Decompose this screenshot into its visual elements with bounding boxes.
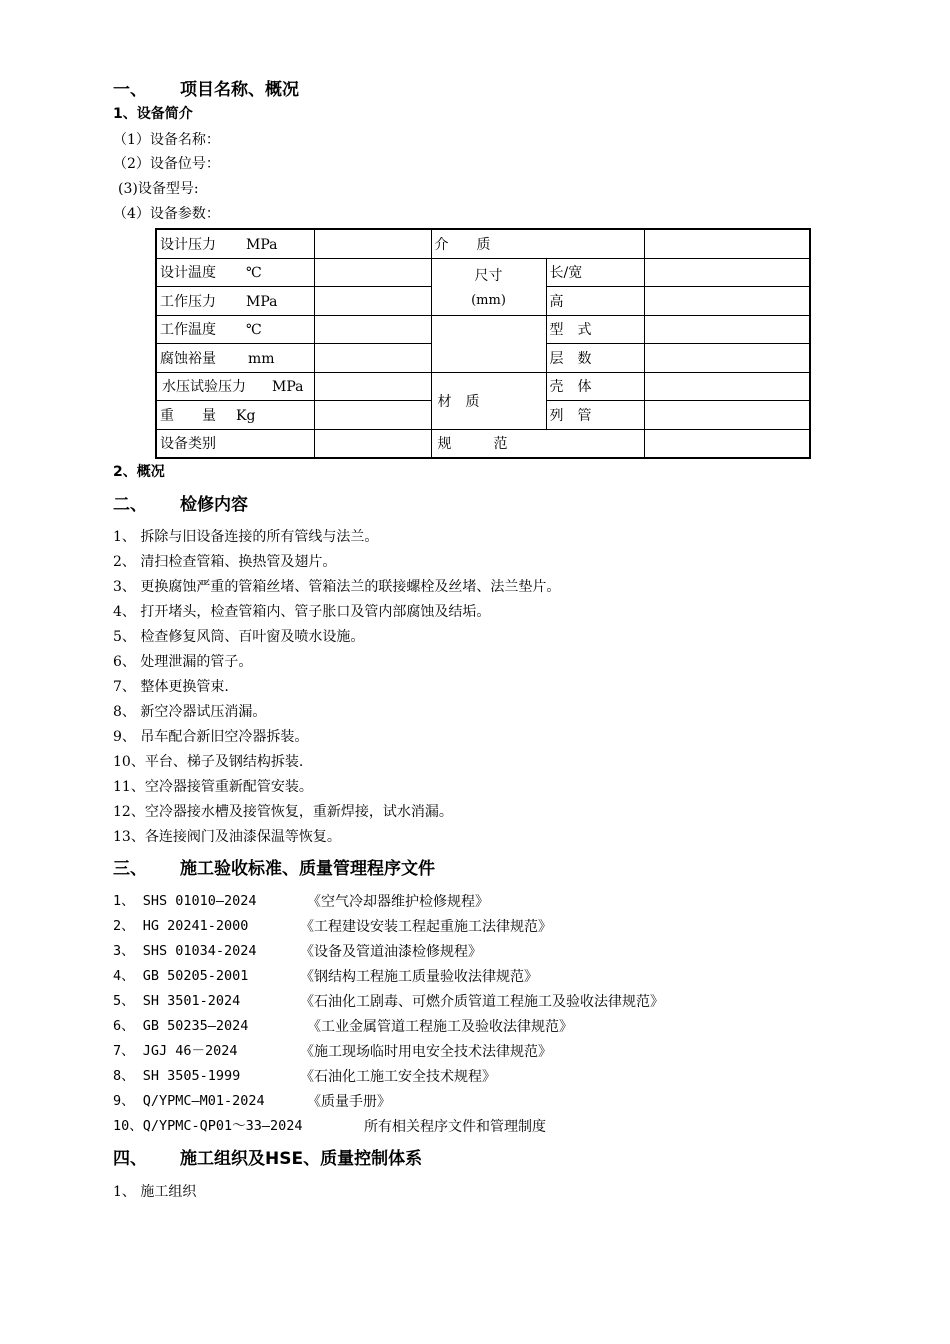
standard-code: 4、 GB 50205-2001 [113,968,249,984]
table-row [156,258,810,287]
work-pressure-value [314,287,431,316]
weight-label: 重 量 Kg [156,401,314,430]
standard-name: 《工程建设安装工程起重施工法律规范》 [300,919,552,935]
standard-name: 《施工现场临时用电安全技术法律规范》 [300,1044,552,1060]
design-temp-value [314,258,431,287]
standard-name: 《钢结构工程施工质量验收法律规范》 [300,969,538,985]
maintenance-item: 6、 处理泄漏的管子。 [113,654,253,670]
maintenance-item: 7、 整体更换管束. [113,679,229,695]
standard-code: 6、 GB 50235—2024 [113,1018,249,1034]
maintenance-item: 10、平台、梯子及钢结构拆装. [113,754,304,770]
maintenance-item: 13、各连接阀门及油漆保温等恢复。 [113,829,341,845]
organization-item: 1、 施工组织 [113,1184,197,1200]
work-temp-label: 工作温度 ℃ [156,315,314,344]
layers-value [644,344,810,373]
standard-code: 9、 Q/YPMC—M01-2024 [113,1093,265,1109]
blank-merged-cell [431,315,546,372]
length-width-label: 长/宽 [546,258,644,287]
section-2-number: 二、 [113,495,147,515]
weight-value [314,401,431,430]
equipment-params-item: （4）设备参数： [113,206,220,222]
section-4-number: 四、 [113,1149,147,1169]
maintenance-item: 5、 检查修复风筒、百叶窗及喷水设施。 [113,629,365,645]
shell-label: 壳 体 [546,372,644,401]
maintenance-item: 12、空冷器接水槽及接管恢复，重新焊接，试水消漏。 [113,804,453,820]
medium-value [644,229,810,258]
category-label: 设备类别 [156,429,314,458]
standard-name: 《石油化工施工安全技术规程》 [300,1069,496,1085]
height-label: 高 [546,287,644,316]
standard-name: 所有相关程序文件和管理制度 [364,1119,546,1135]
maintenance-item: 2、 清扫检查管箱、换热管及翅片。 [113,554,337,570]
standard-name: 《工业金属管道工程施工及验收法律规范》 [307,1019,573,1035]
standard-code: 1、 SHS 01010—2024 [113,893,257,909]
standard-code: 10、Q/YPMC-QP01～33—2024 [113,1118,303,1134]
table-row [156,372,810,401]
design-temp-label: 设计温度 ℃ [156,258,314,287]
standard-code: 3、 SHS 01034-2024 [113,943,257,959]
standard-name: 《空气冷却器维护检修规程》 [307,894,489,910]
section-1-title: 项目名称、概况 [180,80,299,100]
standard-name: 《质量手册》 [307,1094,391,1110]
section-3-number: 三、 [113,859,147,879]
standard-code: 8、 SH 3505-1999 [113,1068,241,1084]
corrosion-value [314,344,431,373]
corrosion-label: 腐蚀裕量 mm [156,344,314,373]
standard-code: 2、 HG 20241-2000 [113,918,249,934]
layers-label: 层 数 [546,344,644,373]
hydro-test-label: 水压试验压力 MPa [156,372,314,401]
tubes-value [644,401,810,430]
type-label: 型 式 [546,315,644,344]
design-pressure-label: 设计压力 MPa [156,229,314,258]
table-row [156,229,810,258]
equipment-tag-item: （2）设备位号： [113,156,220,172]
shell-value [644,372,810,401]
subsection-equipment-intro: 1、设备简介 [113,106,193,122]
length-width-value [644,258,810,287]
table-row [156,429,810,458]
size-label: 尺寸 (mm) [431,258,546,315]
maintenance-item: 8、 新空冷器试压消漏。 [113,704,267,720]
type-value [644,315,810,344]
section-2-title: 检修内容 [180,495,248,515]
equipment-name-item: （1）设备名称： [113,132,220,148]
material-label: 材 质 [431,372,546,429]
section-1-number: 一、 [113,80,147,100]
equipment-model-item: (3)设备型号: [118,181,199,197]
tubes-label: 列 管 [546,401,644,430]
maintenance-item: 1、 拆除与旧设备连接的所有管线与法兰。 [113,529,379,545]
standard-name: 《石油化工剧毒、可燃介质管道工程施工及验收法律规范》 [300,994,664,1010]
standard-label: 规 范 [431,429,644,458]
table-row [156,315,810,344]
hydro-test-value [314,372,431,401]
maintenance-item: 9、 吊车配合新旧空冷器拆装。 [113,729,309,745]
section-4-title: 施工组织及HSE、质量控制体系 [180,1149,423,1169]
subsection-overview: 2、概况 [113,464,165,480]
work-pressure-label: 工作压力 MPa [156,287,314,316]
maintenance-item: 11、空冷器接管重新配管安装。 [113,779,313,795]
standard-value [644,429,810,458]
standard-code: 5、 SH 3501-2024 [113,993,241,1009]
equipment-parameters-table [155,228,811,459]
work-temp-value [314,315,431,344]
category-value [314,429,431,458]
maintenance-item: 3、 更换腐蚀严重的管箱丝堵、管箱法兰的联接螺栓及丝堵、法兰垫片。 [113,579,561,595]
medium-label: 介 质 [431,229,644,258]
standard-name: 《设备及管道油漆检修规程》 [300,944,482,960]
maintenance-item: 4、 打开堵头，检查管箱内、管子胀口及管内部腐蚀及结垢。 [113,604,491,620]
section-3-title: 施工验收标准、质量管理程序文件 [180,859,435,879]
height-value [644,287,810,316]
design-pressure-value [314,229,431,258]
standard-code: 7、 JGJ 46－2024 [113,1043,238,1059]
